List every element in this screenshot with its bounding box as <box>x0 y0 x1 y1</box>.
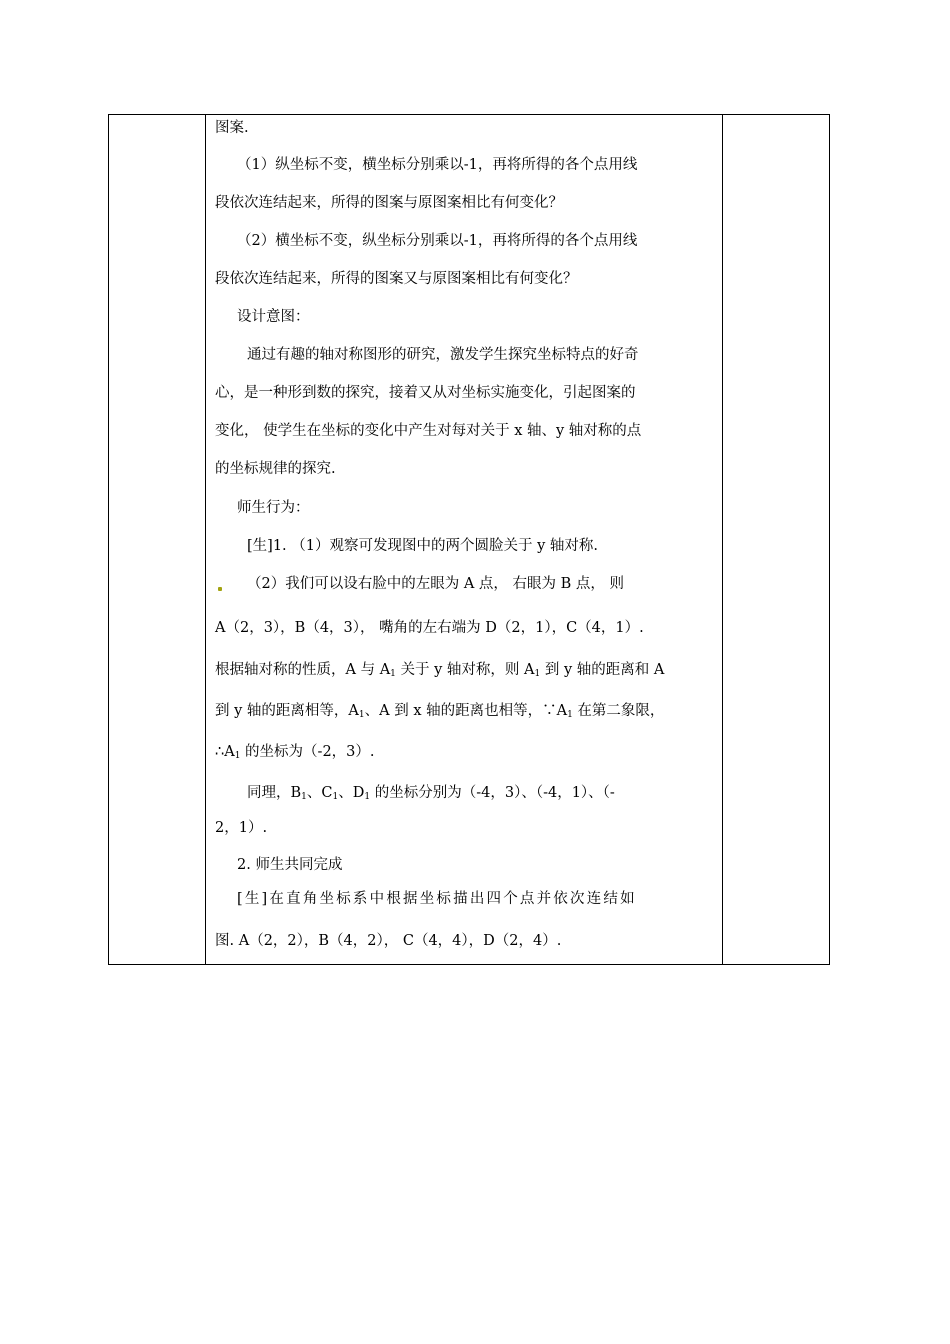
marker-dot <box>218 587 222 591</box>
text-line: A（2，3），B（4，3）， 嘴角的左右端为 D（2，1），C（4，1）. <box>215 620 644 636</box>
subscript: 1 <box>534 669 541 679</box>
subscript: 1 <box>364 792 371 802</box>
subscript: 1 <box>390 669 396 679</box>
column-divider-right <box>722 115 723 964</box>
text-fragment: 、D <box>338 785 365 801</box>
text-line: （1）纵坐标不变，横坐标分别乘以-1，再将所得的各个点用线 <box>237 157 638 173</box>
text-line <box>215 702 664 720</box>
text-fragment: ∴A <box>215 744 235 760</box>
text-line: 心，是一种形到数的探究，接着又从对坐标实施变化，引起图案的 <box>215 385 636 401</box>
text-line: 段依次连结起来，所得的图案与原图案相比有何变化？ <box>215 195 563 211</box>
text-line: （2）我们可以设右脸中的左眼为 A 点， 右眼为 B 点， 则 <box>247 576 625 592</box>
subscript: 1 <box>301 792 307 802</box>
text-fragment: 、A 到 x 轴的距离也相等，∵A <box>364 703 568 719</box>
text-fragment: 关于 y 轴对称，则 A <box>395 662 535 678</box>
section-heading: 设计意图： <box>237 309 310 325</box>
subscript: 1 <box>358 710 365 720</box>
section-heading: 师生行为： <box>237 500 310 516</box>
text-fragment: 在第二象限， <box>572 703 665 719</box>
text-line <box>215 661 664 679</box>
text-fragment: 根据轴对称的性质，A 与 A <box>215 662 391 678</box>
text-line <box>247 784 615 802</box>
text-line: 通过有趣的轴对称图形的研究，激发学生探究坐标特点的好奇 <box>247 347 639 363</box>
text-line: 图. A（2，2），B（4，2）， C（4，4），D（2，4）. <box>215 933 562 949</box>
text-fragment: 、C <box>306 785 333 801</box>
text-fragment: 的坐标分别为（-4，3）、（-4，1）、（- <box>370 785 615 801</box>
text-fragment: 到 y 轴的距离相等，A <box>215 703 359 719</box>
text-line: 变化， 使学生在坐标的变化中产生对每对关于 x 轴、y 轴对称的点 <box>215 423 642 439</box>
text-line <box>215 743 375 761</box>
subscript: 1 <box>332 792 339 802</box>
text-line: 的坐标规律的探究. <box>215 461 336 477</box>
lesson-table <box>108 114 830 965</box>
subscript: 1 <box>567 710 573 720</box>
text-line: [生]在直角坐标系中根据坐标描出四个点并依次连结如 <box>237 891 637 907</box>
text-line: 图案. <box>215 120 249 136</box>
text-line: （2）横坐标不变，纵坐标分别乘以-1，再将所得的各个点用线 <box>237 233 638 249</box>
text-line: [生]1. （1）观察可发现图中的两个圆脸关于 y 轴对称. <box>247 538 599 554</box>
text-line: 2. 师生共同完成 <box>237 857 343 873</box>
content-cell <box>206 115 722 964</box>
text-fragment: 同理，B <box>247 785 302 801</box>
text-line: 段依次连结起来，所得的图案又与原图案相比有何变化？ <box>215 271 578 287</box>
subscript: 1 <box>234 751 241 761</box>
text-line: 2，1）. <box>215 820 268 836</box>
text-fragment: 到 y 轴的距离和 A <box>540 662 665 678</box>
text-fragment: 的坐标为（-2，3）. <box>240 744 375 760</box>
